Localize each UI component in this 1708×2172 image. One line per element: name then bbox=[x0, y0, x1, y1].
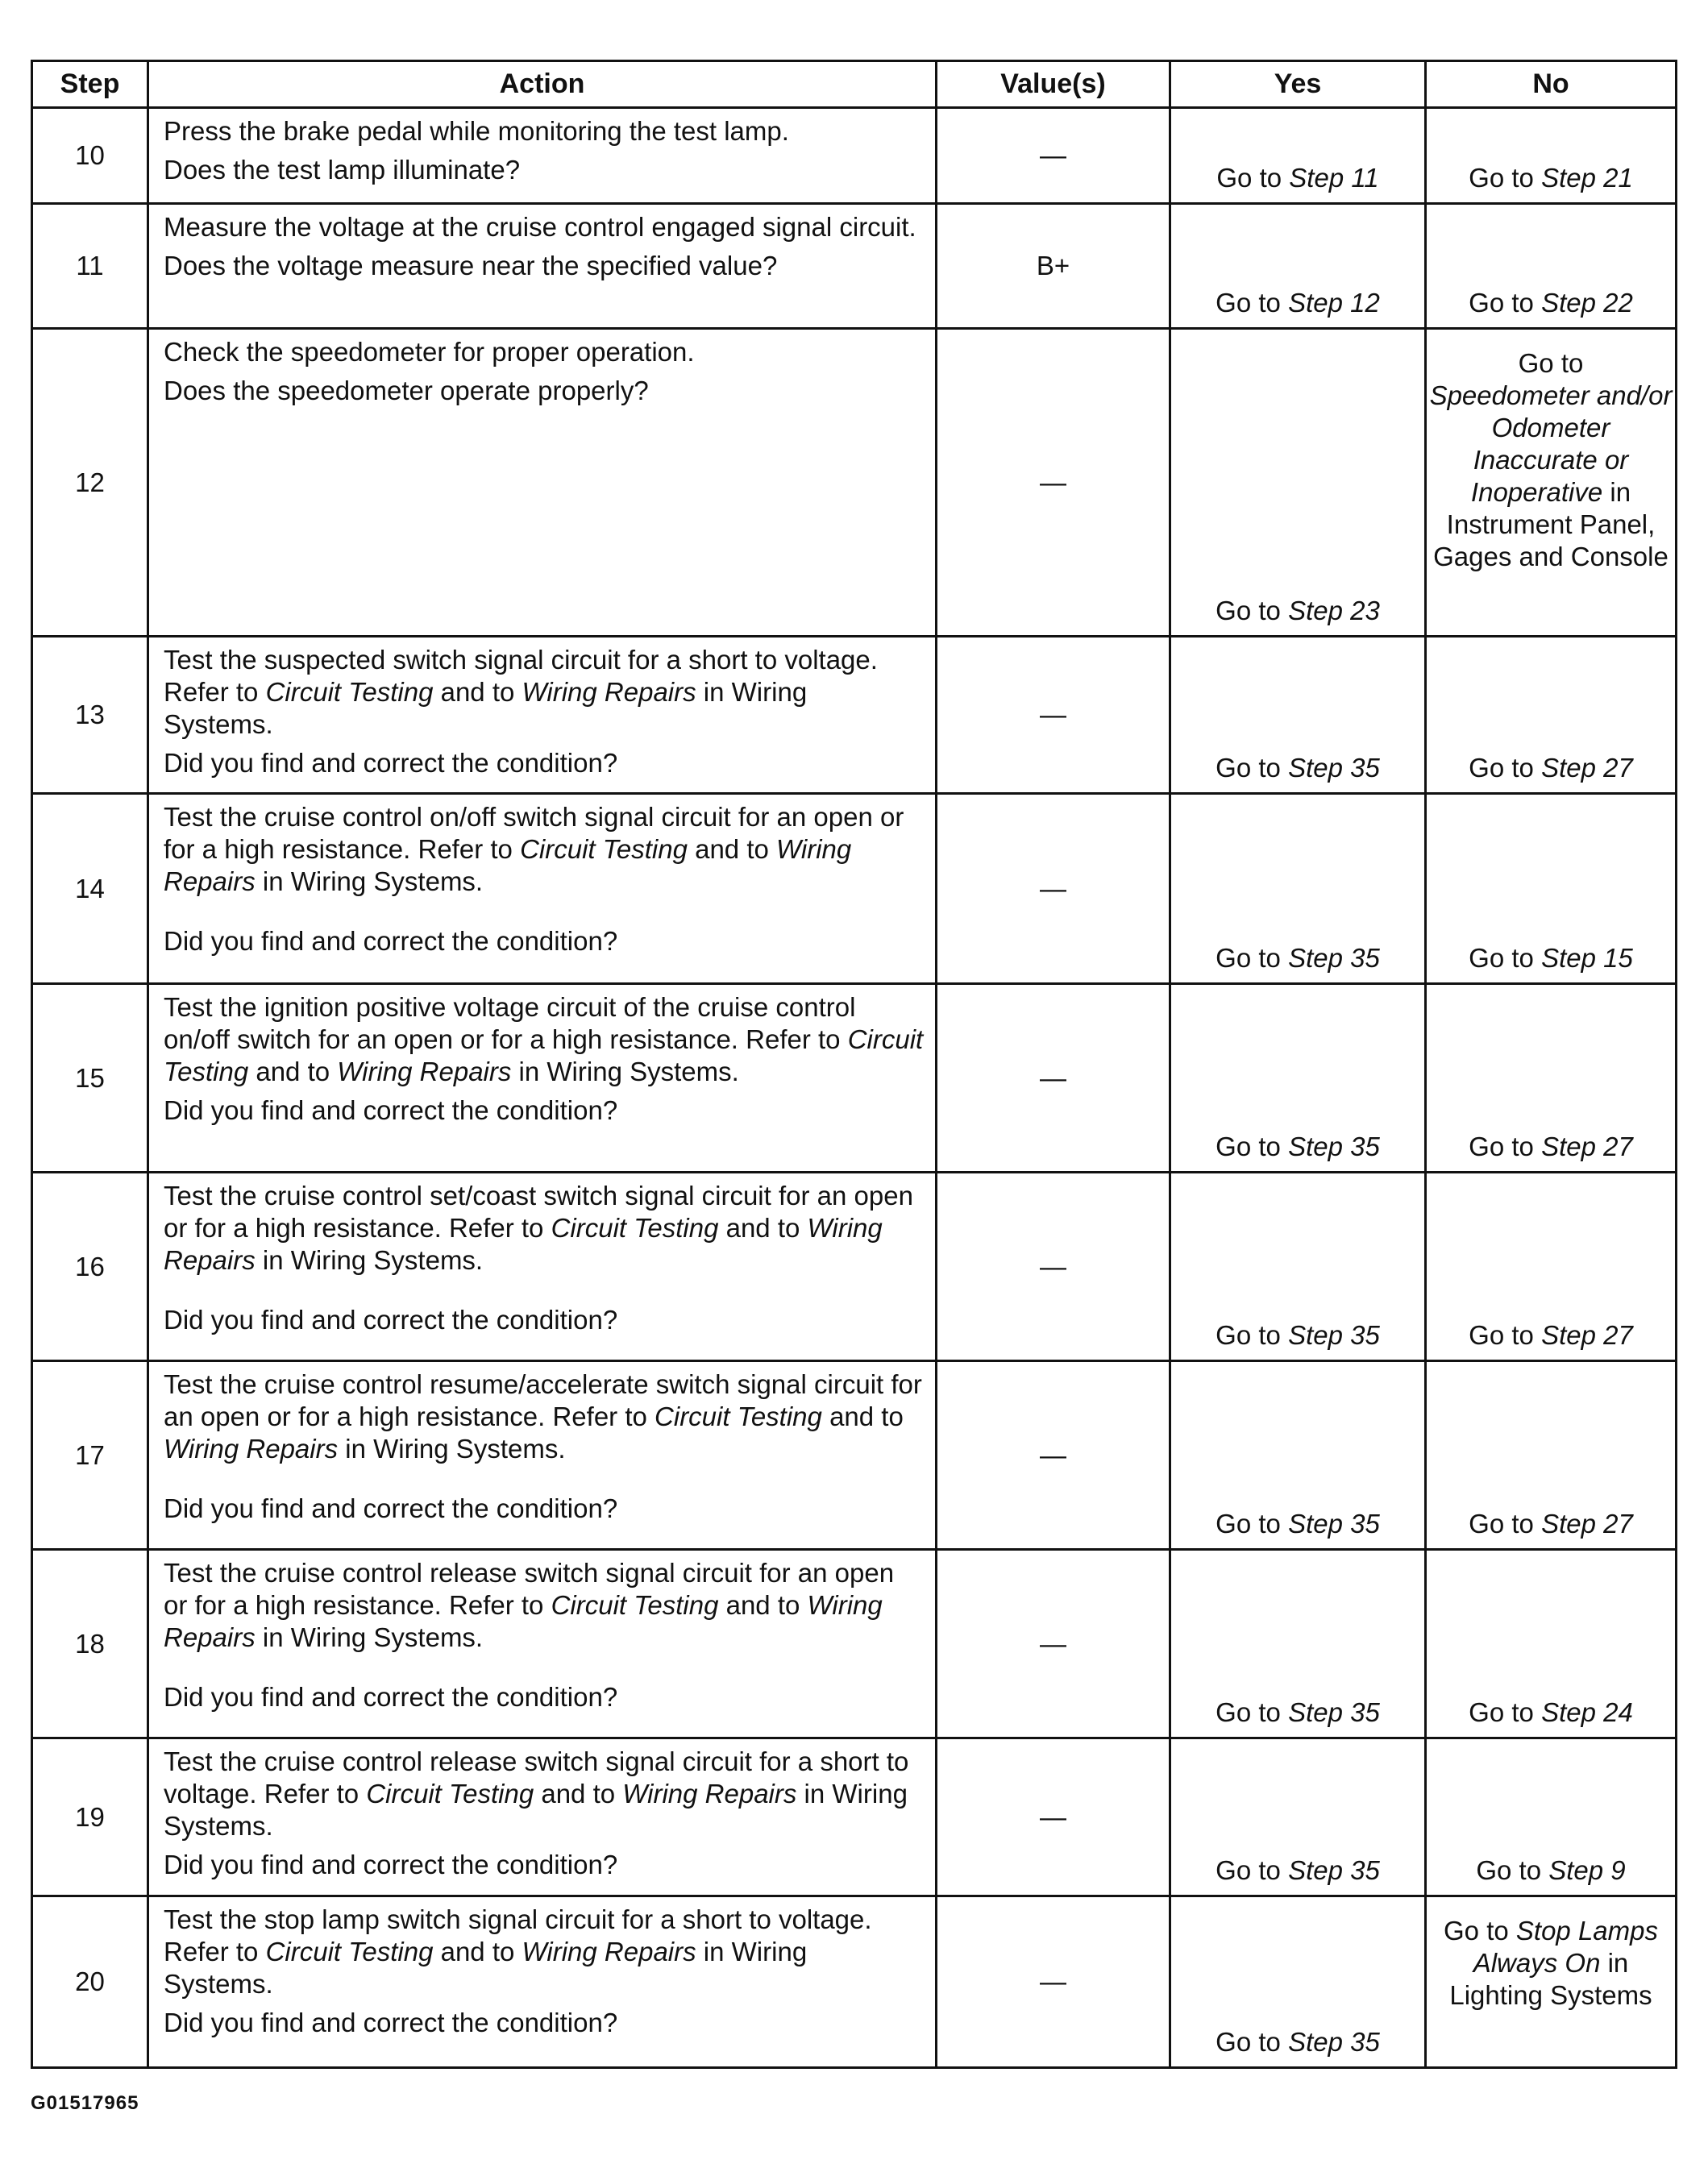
value-cell: — bbox=[937, 1738, 1170, 1896]
table-row bbox=[32, 794, 1677, 984]
no-cell: Go to Step 15 bbox=[1426, 794, 1677, 984]
no-cell: Go to Step 27 bbox=[1426, 984, 1677, 1173]
step-number: 17 bbox=[32, 1361, 148, 1550]
value-cell: B+ bbox=[937, 204, 1170, 329]
yes-cell: Go to Step 35 bbox=[1170, 1738, 1426, 1896]
step-number: 16 bbox=[32, 1173, 148, 1361]
no-cell: Go to Step 27 bbox=[1426, 1361, 1677, 1550]
action-cell bbox=[148, 637, 937, 794]
table-row bbox=[32, 984, 1677, 1173]
action-question: Did you find and correct the condition? bbox=[164, 2008, 618, 2037]
yes-cell: Go to Step 35 bbox=[1170, 1550, 1426, 1738]
action-text: Test the stop lamp switch signal circuit for a short to voltage. Refer to Circuit Testing and to Wiring Repairs in Wiring Systems. bbox=[164, 1904, 872, 1999]
header-row bbox=[32, 61, 1677, 108]
action-question: Did you find and correct the condition? bbox=[164, 926, 618, 956]
action-question: Did you find and correct the condition? bbox=[164, 1305, 618, 1335]
diagnostic-table bbox=[31, 60, 1677, 2069]
no-cell: Go to Step 27 bbox=[1426, 1173, 1677, 1361]
step-number: 19 bbox=[32, 1738, 148, 1896]
action-cell bbox=[148, 1361, 937, 1550]
table-row bbox=[32, 1361, 1677, 1550]
table-row bbox=[32, 1173, 1677, 1361]
no-cell: Go to Step 24 bbox=[1426, 1550, 1677, 1738]
action-cell bbox=[148, 204, 937, 329]
header-yes: Yes bbox=[1170, 61, 1426, 108]
action-cell bbox=[148, 1738, 937, 1896]
header-values: Value(s) bbox=[937, 61, 1170, 108]
yes-cell: Go to Step 12 bbox=[1170, 204, 1426, 329]
action-question: Does the test lamp illuminate? bbox=[164, 155, 521, 185]
value-cell: — bbox=[937, 1550, 1170, 1738]
action-text: Press the brake pedal while monitoring the test lamp. bbox=[164, 116, 789, 146]
yes-cell: Go to Step 35 bbox=[1170, 984, 1426, 1173]
action-question: Does the speedometer operate properly? bbox=[164, 376, 649, 405]
action-text: Test the ignition positive voltage circuit of the cruise control on/off switch for an open or for a high resistance. Refer to Circuit Testing and to Wiring Repairs in Wiring Systems. bbox=[164, 992, 924, 1086]
no-cell: Go to Stop Lamps Always On in Lighting Systems bbox=[1426, 1896, 1677, 2068]
diagnostic-table-sheet bbox=[31, 60, 1675, 2069]
value-cell: — bbox=[937, 794, 1170, 984]
step-number: 18 bbox=[32, 1550, 148, 1738]
step-number: 11 bbox=[32, 204, 148, 329]
value-cell: — bbox=[937, 984, 1170, 1173]
table-row bbox=[32, 637, 1677, 794]
action-cell bbox=[148, 108, 937, 204]
action-text: Test the suspected switch signal circuit for a short to voltage. Refer to Circuit Testing and to Wiring Repairs in Wiring Systems. bbox=[164, 645, 878, 739]
action-question: Did you find and correct the condition? bbox=[164, 748, 618, 778]
action-cell bbox=[148, 1173, 937, 1361]
action-cell bbox=[148, 1896, 937, 2068]
action-cell bbox=[148, 329, 937, 637]
value-cell: — bbox=[937, 1896, 1170, 2068]
action-cell bbox=[148, 984, 937, 1173]
table-row bbox=[32, 329, 1677, 637]
no-cell: Go to Step 27 bbox=[1426, 637, 1677, 794]
action-text: Test the cruise control release switch signal circuit for a short to voltage. Refer to Circuit Testing and to Wiring Repairs in Wiring Systems. bbox=[164, 1746, 909, 1841]
table-row bbox=[32, 1896, 1677, 2068]
value-cell: — bbox=[937, 637, 1170, 794]
step-number: 12 bbox=[32, 329, 148, 637]
table-row bbox=[32, 108, 1677, 204]
action-text: Test the cruise control resume/accelerate switch signal circuit for an open or for a high resistance. Refer to Circuit Testing and to Wiring Repairs in Wiring Systems. bbox=[164, 1369, 922, 1464]
table-row bbox=[32, 204, 1677, 329]
action-text: Test the cruise control release switch signal circuit for an open or for a high resistance. Refer to Circuit Testing and to Wiring Repairs in Wiring Systems. bbox=[164, 1558, 895, 1652]
action-text: Test the cruise control on/off switch signal circuit for an open or for a high resistance. Refer to Circuit Testing and to Wiring Repairs in Wiring Systems. bbox=[164, 802, 904, 896]
value-cell: — bbox=[937, 1173, 1170, 1361]
value-cell: — bbox=[937, 1361, 1170, 1550]
yes-cell: Go to Step 23 bbox=[1170, 329, 1426, 637]
action-question: Did you find and correct the condition? bbox=[164, 1850, 618, 1879]
action-text: Measure the voltage at the cruise control engaged signal circuit. bbox=[164, 212, 916, 242]
step-number: 13 bbox=[32, 637, 148, 794]
no-cell: Go to Step 22 bbox=[1426, 204, 1677, 329]
step-number: 10 bbox=[32, 108, 148, 204]
value-cell: — bbox=[937, 108, 1170, 204]
action-question: Did you find and correct the condition? bbox=[164, 1095, 618, 1125]
action-text: Check the speedometer for proper operation. bbox=[164, 337, 695, 367]
value-cell: — bbox=[937, 329, 1170, 637]
action-question: Did you find and correct the condition? bbox=[164, 1493, 618, 1523]
no-cell: Go to Step 21 bbox=[1426, 108, 1677, 204]
yes-cell: Go to Step 35 bbox=[1170, 1173, 1426, 1361]
action-cell bbox=[148, 1550, 937, 1738]
step-number: 20 bbox=[32, 1896, 148, 2068]
step-number: 15 bbox=[32, 984, 148, 1173]
yes-cell: Go to Step 35 bbox=[1170, 1361, 1426, 1550]
action-cell bbox=[148, 794, 937, 984]
table-body bbox=[32, 108, 1677, 2068]
yes-cell: Go to Step 35 bbox=[1170, 794, 1426, 984]
action-question: Did you find and correct the condition? bbox=[164, 1682, 618, 1712]
figure-id: G01517965 bbox=[31, 2092, 139, 2114]
yes-cell: Go to Step 11 bbox=[1170, 108, 1426, 204]
no-cell: Go to Step 9 bbox=[1426, 1738, 1677, 1896]
no-cell: Go to Speedometer and/or Odometer Inaccurate or Inoperative in Instrument Panel, Gages and Console bbox=[1426, 329, 1677, 637]
header-no: No bbox=[1426, 61, 1677, 108]
yes-cell: Go to Step 35 bbox=[1170, 1896, 1426, 2068]
yes-cell: Go to Step 35 bbox=[1170, 637, 1426, 794]
header-step: Step bbox=[32, 61, 148, 108]
action-text: Test the cruise control set/coast switch signal circuit for an open or for a high resistance. Refer to Circuit Testing and to Wiring Repairs in Wiring Systems. bbox=[164, 1181, 913, 1275]
step-number: 14 bbox=[32, 794, 148, 984]
table-row bbox=[32, 1550, 1677, 1738]
header-action: Action bbox=[148, 61, 937, 108]
table-row bbox=[32, 1738, 1677, 1896]
action-question: Does the voltage measure near the specified value? bbox=[164, 251, 778, 280]
